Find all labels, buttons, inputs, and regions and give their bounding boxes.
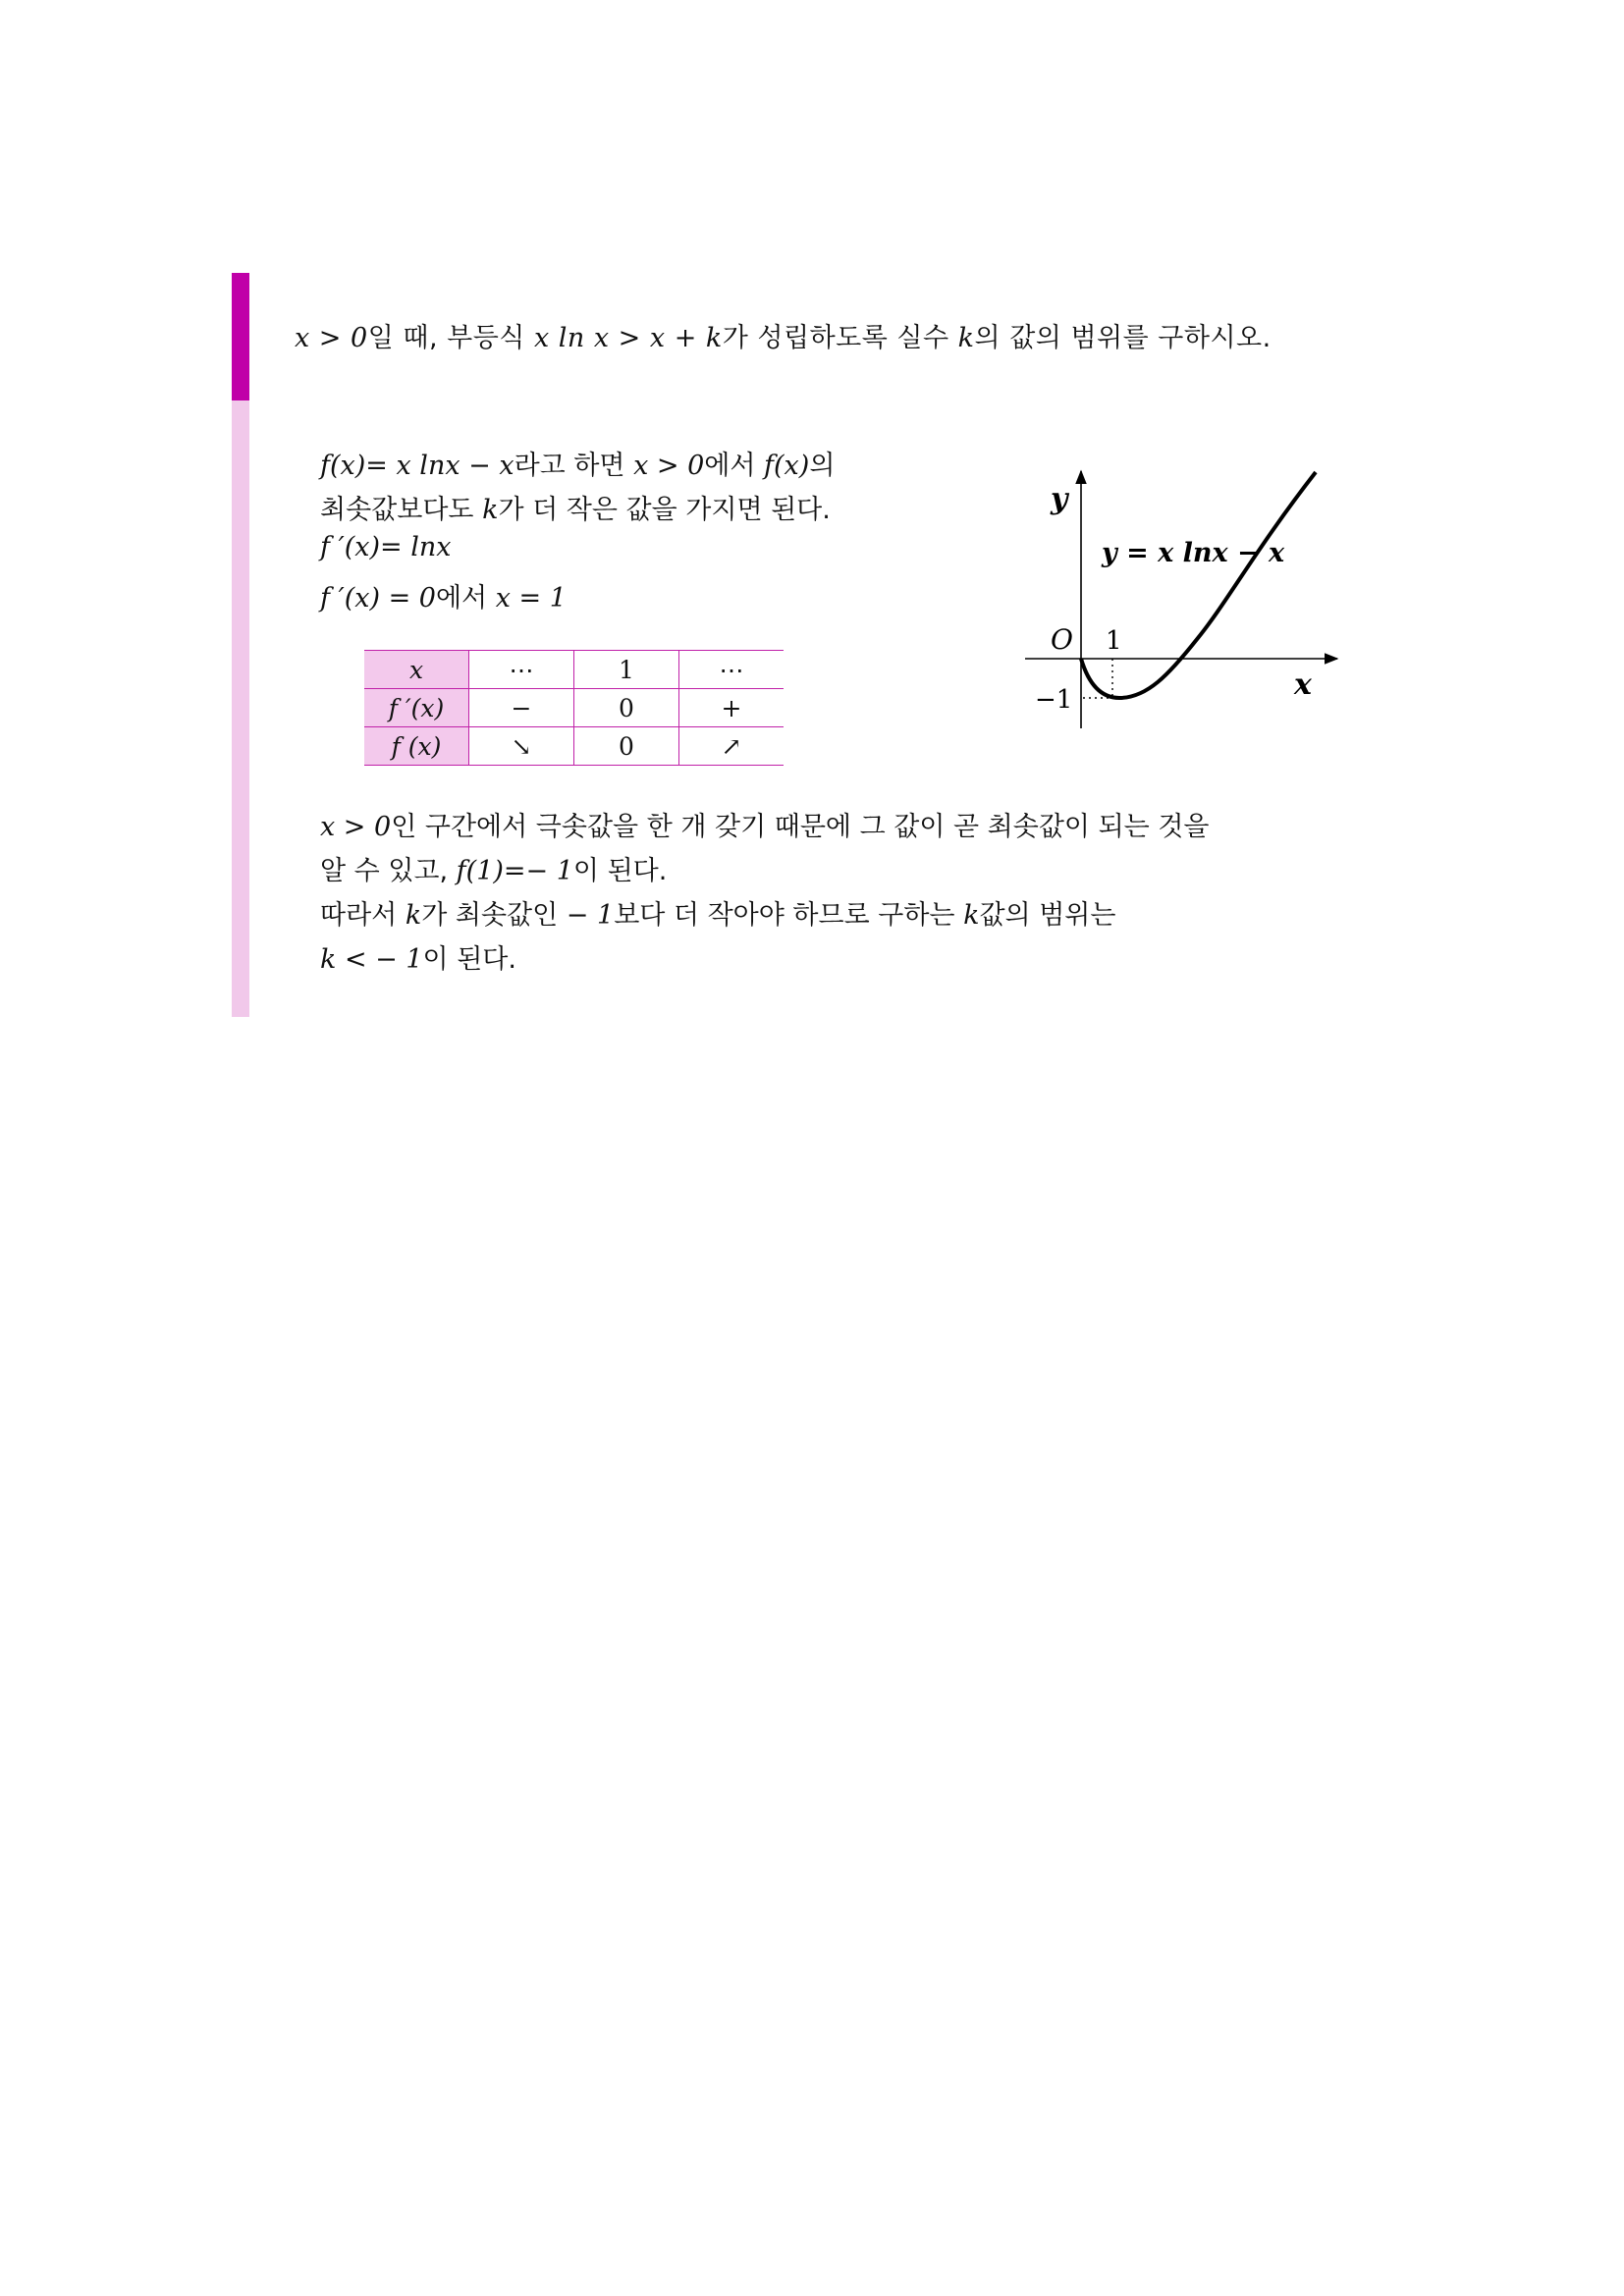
solution-math: f(x)	[764, 451, 810, 481]
solution-math: f(1)=− 1	[456, 856, 573, 886]
solution-math: f ′(x) = 0	[320, 583, 436, 614]
table-row	[364, 689, 784, 727]
table-header-cell: f ′(x)	[364, 689, 469, 727]
solution-text: 최솟값보다도	[320, 495, 483, 525]
solution-text: 따라서	[320, 900, 406, 931]
derivative-expression: f ′(x)= lnx	[320, 532, 452, 562]
solution-math: x > 0	[320, 812, 392, 842]
x-tick-label: 1	[1106, 626, 1122, 656]
solution-text: 에서	[435, 583, 496, 614]
question-text-part2: 가 성립하도록 실수	[722, 323, 958, 353]
solution-text: 이 된다.	[572, 856, 668, 886]
sign-table	[364, 650, 784, 766]
function-graph	[1011, 452, 1345, 736]
y-axis-label: y	[1051, 482, 1068, 516]
solution-text: 이 된다.	[422, 944, 516, 975]
solution-math: x = 1	[495, 583, 567, 614]
x-axis-label: x	[1294, 667, 1312, 702]
solution-line-1	[320, 444, 835, 482]
table-row	[364, 727, 784, 766]
solution-line-7	[320, 893, 1115, 932]
solution-math: − 1	[566, 900, 615, 931]
question-variable-k: k	[957, 323, 975, 353]
accent-bar-solution	[232, 400, 249, 1017]
accent-bar-question	[232, 273, 249, 400]
table-cell: ⋯	[469, 651, 574, 689]
solution-text: 가 최솟값인	[421, 900, 567, 931]
table-cell: ↗	[679, 727, 785, 766]
question-inequality: x ln x > x + k	[533, 323, 723, 353]
solution-text: 의	[809, 451, 836, 481]
solution-math: k	[405, 900, 422, 931]
solution-text: 알 수 있고,	[320, 856, 457, 886]
curve	[1081, 472, 1316, 698]
solution-text: 가 더 작은 값을 가지면 된다.	[498, 495, 831, 525]
solution-line-4	[320, 576, 567, 614]
table-cell: −	[469, 689, 574, 727]
solution-line-8	[320, 937, 516, 976]
solution-text: 보다 더 작아야 하므로 구하는	[614, 900, 964, 931]
question-text-part1: 일 때, 부등식	[367, 323, 534, 353]
question-text	[295, 316, 1272, 354]
table-cell: +	[679, 689, 785, 727]
table-cell: 1	[574, 651, 679, 689]
table-cell: 0	[574, 727, 679, 766]
y-tick-label: −1	[1035, 685, 1073, 715]
solution-line-6	[320, 849, 667, 887]
question-condition: x > 0	[295, 323, 368, 353]
solution-text: 값의 범위는	[979, 900, 1116, 931]
solution-text: 에서	[704, 451, 765, 481]
table-row	[364, 651, 784, 689]
solution-text: 라고 하면	[514, 451, 634, 481]
solution-math: x > 0	[633, 451, 705, 481]
solution-text: 인 구간에서 극솟값을 한 개 갖기 때문에 그 값이 곧 최솟값이 되는 것을	[391, 812, 1210, 842]
curve-label: y = x lnx − x	[1102, 538, 1285, 568]
origin-label: O	[1051, 623, 1073, 656]
table-header-cell: x	[364, 651, 469, 689]
final-answer: k < − 1	[320, 944, 423, 975]
solution-math: k	[963, 900, 980, 931]
table-cell: 0	[574, 689, 679, 727]
solution-line-5	[320, 805, 1210, 843]
table-cell: ⋯	[679, 651, 785, 689]
table-cell: ↘	[469, 727, 574, 766]
solution-line-3	[320, 532, 451, 562]
function-definition: f(x)= x lnx − x	[320, 451, 514, 481]
table-header-cell: f (x)	[364, 727, 469, 766]
question-text-part3: 의 값의 범위를 구하시오.	[974, 323, 1272, 353]
solution-line-2	[320, 488, 831, 526]
solution-math: k	[482, 495, 499, 525]
